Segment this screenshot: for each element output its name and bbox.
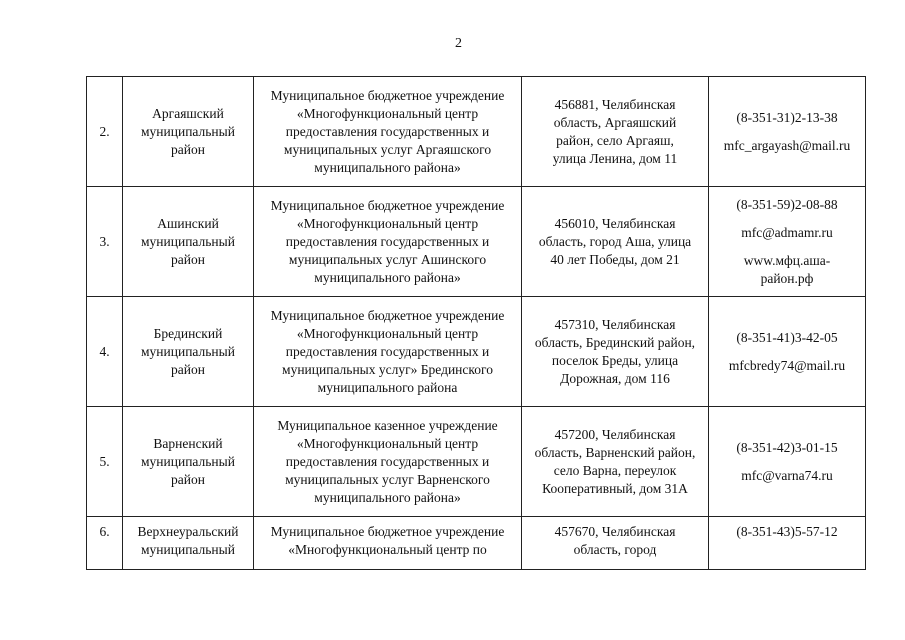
address-line: 457310, Челябинская — [554, 316, 676, 332]
address-line: Кооперативный, дом 31А — [542, 480, 688, 496]
email-address: mfc@varna74.ru — [741, 467, 833, 483]
district-cell — [123, 517, 254, 570]
table-row — [87, 517, 866, 570]
row-number-cell: 5. — [87, 407, 123, 517]
address-line: 457670, Челябинская — [554, 524, 676, 539]
district-line: муниципальный — [141, 123, 235, 139]
institution-name-line: муниципального района» — [314, 489, 461, 505]
address-cell — [522, 297, 709, 407]
district-cell — [123, 77, 254, 187]
district-line: Аргаяшский — [152, 105, 224, 121]
contacts-cell — [709, 187, 866, 297]
district-line: район — [171, 361, 205, 377]
district-cell — [123, 297, 254, 407]
district-cell — [123, 407, 254, 517]
institution-name-line: «Многофункциональный центр — [296, 105, 479, 121]
institution-name-line: муниципального района» — [314, 159, 461, 175]
address-line: село Варна, переулок — [553, 462, 677, 478]
row-number-cell: 2. — [87, 77, 123, 187]
institution-name-line: муниципальных услуг Ашинского — [288, 251, 487, 267]
institution-name-line: муниципальных услуг Аргаяшского — [283, 141, 492, 157]
institution-name-line: предоставления государственных и — [285, 123, 490, 139]
registry-table-body — [87, 77, 866, 570]
phone-number: (8-351-59)2-08-88 — [736, 196, 838, 212]
contacts-cell — [709, 407, 866, 517]
institution-name-line: Муниципальное бюджетное учреждение — [270, 307, 505, 323]
institution-name-line: предоставления государственных и — [285, 343, 490, 359]
address-line: Дорожная, дом 116 — [560, 370, 670, 386]
contacts-cell — [709, 77, 866, 187]
institution-name-line: «Многофункциональный центр — [296, 435, 479, 451]
district-line: муниципальный — [141, 343, 235, 359]
address-line: область, Варненский район, — [534, 444, 696, 460]
district-line: район — [171, 251, 205, 267]
institution-name-line: «Многофункциональный центр по — [288, 542, 487, 557]
row-number-cell: 6. — [87, 517, 123, 570]
phone-number: (8-351-31)2-13-38 — [736, 109, 838, 125]
table-row — [87, 407, 866, 517]
contacts-cell — [709, 517, 866, 570]
phone-number: (8-351-41)3-42-05 — [736, 329, 838, 345]
address-line: область, город Аша, улица — [538, 233, 692, 249]
mfc-registry-table — [86, 76, 866, 570]
institution-name-line: муниципального района» — [314, 269, 461, 285]
district-line: Ашинский — [157, 215, 219, 231]
address-line: область, Аргаяшский — [553, 114, 677, 130]
institution-name-line: Муниципальное бюджетное учреждение — [270, 197, 505, 213]
institution-name-line: муниципальных услуг» Брединского — [282, 361, 493, 377]
address-line: область, Брединский район, — [534, 334, 696, 350]
district-line: муниципальный — [141, 542, 235, 557]
institution-name-cell — [254, 407, 522, 517]
district-line: район — [171, 141, 205, 157]
address-cell — [522, 187, 709, 297]
district-line: муниципальный — [141, 233, 235, 249]
district-line: Верхнеуральский — [137, 524, 239, 539]
row-number-cell: 3. — [87, 187, 123, 297]
institution-name-cell — [254, 297, 522, 407]
table-row — [87, 297, 866, 407]
page-number: 2 — [455, 36, 462, 51]
website-url: район.рф — [760, 270, 814, 286]
email-address: mfc@admamr.ru — [741, 224, 833, 240]
address-line: область, город — [573, 542, 657, 557]
institution-name-line: Муниципальное бюджетное учреждение — [270, 524, 505, 539]
address-cell — [522, 77, 709, 187]
district-cell — [123, 187, 254, 297]
district-line: Брединский — [153, 325, 223, 341]
institution-name-line: предоставления государственных и — [285, 453, 490, 469]
table-row — [87, 187, 866, 297]
district-line: Варненский — [153, 435, 223, 451]
address-cell — [522, 407, 709, 517]
institution-name-line: «Многофункциональный центр — [296, 215, 479, 231]
address-line: 457200, Челябинская — [554, 426, 676, 442]
email-address: mfc_argayash@mail.ru — [723, 137, 851, 153]
institution-name-line: муниципального района — [317, 379, 458, 395]
address-cell — [522, 517, 709, 570]
phone-number: (8-351-42)3-01-15 — [736, 439, 838, 455]
address-line: поселок Бреды, улица — [551, 352, 679, 368]
address-line: 40 лет Победы, дом 21 — [550, 251, 680, 267]
phone-number: (8-351-43)5-57-12 — [736, 524, 838, 539]
address-line: улица Ленина, дом 11 — [552, 150, 678, 166]
institution-name-cell — [254, 77, 522, 187]
row-number-cell: 4. — [87, 297, 123, 407]
contacts-cell — [709, 297, 866, 407]
district-line: муниципальный — [141, 453, 235, 469]
institution-name-cell — [254, 517, 522, 570]
institution-name-line: Муниципальное казенное учреждение — [277, 417, 498, 433]
table-row — [87, 77, 866, 187]
address-line: 456010, Челябинская — [554, 215, 676, 231]
institution-name-line: «Многофункциональный центр — [296, 325, 479, 341]
address-line: 456881, Челябинская — [554, 96, 676, 112]
institution-name-line: Муниципальное бюджетное учреждение — [270, 87, 505, 103]
district-line: район — [171, 471, 205, 487]
website-url: www.мфц.аша- — [743, 252, 831, 268]
institution-name-line: муниципальных услуг Варненского — [285, 471, 490, 487]
email-address: mfcbredy74@mail.ru — [728, 357, 846, 373]
address-line: район, село Аргаяш, — [556, 132, 674, 148]
institution-name-cell — [254, 187, 522, 297]
institution-name-line: предоставления государственных и — [285, 233, 490, 249]
